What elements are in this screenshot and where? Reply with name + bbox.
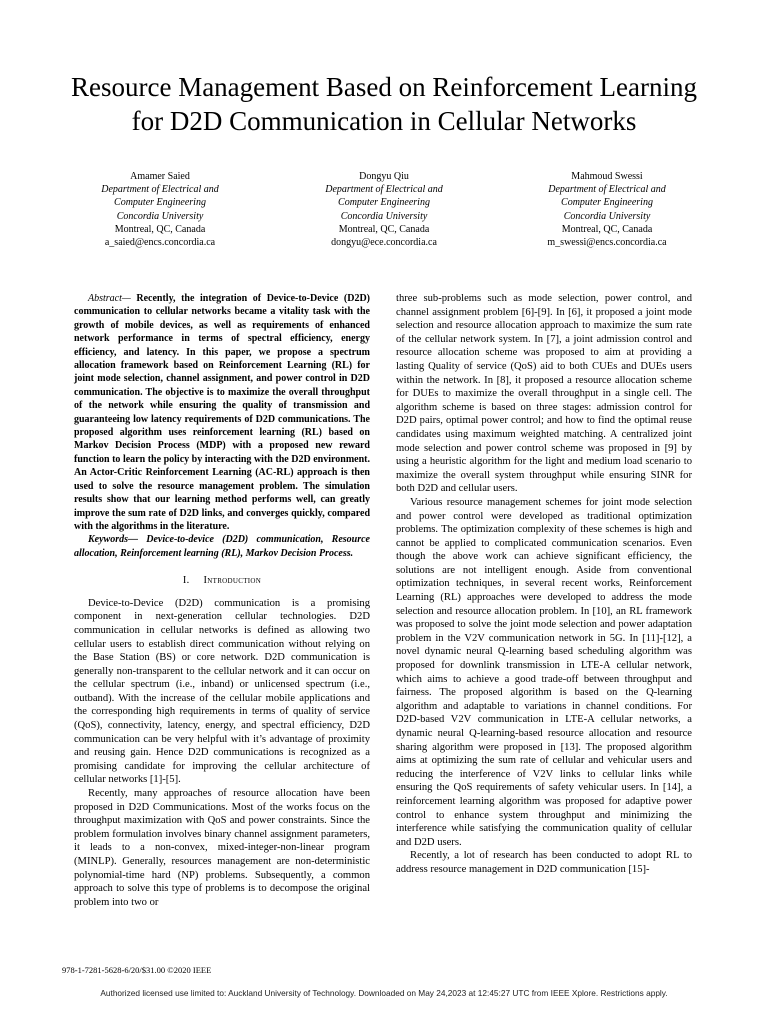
author-affiliation: Concordia University (116, 210, 204, 222)
author-affiliation: Department of Electrical and (101, 184, 219, 196)
body-paragraph: Recently, a lot of research has been conducted to adopt RL to address resource management in D2D communication [15]- (396, 850, 692, 875)
author-affiliation: Computer Engineering (338, 197, 430, 209)
author-email: a_saied@encs.concordia.ca (104, 237, 216, 249)
author-name: Dongyu Qiu (359, 171, 409, 182)
copyright-footer: 978-1-7281-5628-6/20/$31.00 ©2020 IEEE (62, 965, 212, 975)
author-email: dongyu@ece.concordia.ca (331, 237, 437, 249)
abstract-label: Abstract— (88, 293, 131, 304)
author-location: Montreal, QC, Canada (114, 223, 206, 235)
author-affiliation: Concordia University (563, 210, 651, 222)
body-paragraph: Recently, many approaches of resource allocation have been proposed in D2D Communications. Most of the works focus on the throughput maximization with QoS and power constraints. Since the problem formulation involves binary channel assignment parameters, it leads to a non-convex, mixed-integer-non-linear program (MINLP). Generally, resources management are non-deterministic polynomial-time hard (NP) problems. Subsequently, a common approach to solve this type of problems is to decompose the original problem into two or (74, 788, 370, 908)
left-column (74, 292, 370, 909)
author-email: m_swessi@encs.concordia.ca (547, 237, 667, 249)
author-affiliation: Computer Engineering (561, 197, 653, 209)
section-number: I. (182, 575, 190, 587)
abstract (74, 292, 370, 533)
body-paragraph: Device-to-Device (D2D) communication is a promising component in next-generation cellular technologies. D2D communication in cellular networks is defined as allowing two cellular users to establish direct communication without relying on the Base Station (BS) or core network. D2D communication is generally non-transparent to the cellular network and it can occur on the cellular spectrum (i.e., inband) or unlicensed spectrum (i.e., outband). With the increase of the cellular mobile applications and the corresponding high requirements in terms of quality of service (QoS), connectivity, latency, energy, and spectral efficiency, D2D communication can be very helpful with it’s advantage of proximity and reusing gain. Hence D2D communications is recognized as a promising candidate for improving the cellular architecture of cellular networks [1]-[5]. (74, 597, 370, 786)
author-affiliation: Department of Electrical and (548, 184, 666, 196)
body-paragraph: three sub-problems such as mode selection, power control, and channel assignment problem [6]-[9]. In [6], it proposed a joint mode selection and resource allocation approach to maximize the sum rate of the cellular network system. In [7], a joint admission control and resource allocation scheme was proposed to aim at providing a lasting Quality of service (QoS) aid to both CUEs and DUEs users within the network. In [8], it proposed a resource allocation scheme for DUEs to maximize the overall throughput in a single cell. The algorithm scheme is based on three stages: admission control for D2D pairs, optimal power control; and how to find the optimal reuse candidates using maximum weighted matching. A centralized joint mode selection and power control scheme was proposed in [9] by using a heuristic algorithm for the light and medium load scenario to maximize the overall system throughput while ensuring SINR for both D2D and cellular users. (396, 293, 692, 495)
section-title: Introduction (203, 575, 262, 587)
title-line-2: for D2D Communication in Cellular Networks (131, 106, 637, 136)
section-heading (74, 574, 370, 588)
author-affiliation: Computer Engineering (114, 197, 206, 209)
author-affiliation: Department of Electrical and (325, 184, 443, 196)
author-3 (492, 170, 722, 249)
author-location: Montreal, QC, Canada (338, 223, 430, 235)
paper-title (30, 70, 738, 138)
author-location: Montreal, QC, Canada (561, 223, 653, 235)
abstract-text: Recently, the integration of Device-to-Device (D2D) communication to cellular networks became a vitality task with the growth of mobile devices, as well as requirements of enhanced network performance in terms of spectral efficiency, energy efficiency, and latency. In this paper, we propose a spectrum allocation framework based on Reinforcement Learning (RL) for joint mode selection, channel assignment, and power control in D2D communication. The objective is to maximize the overall throughput of the network while ensuring the quality of transmission and guaranteeing low latency requirements of D2D communications. The proposed algorithm uses reinforcement learning (RL) based on Markov Decision Process (MDP) with a proposed new reward function to learn the policy by interacting with the D2D environment. An Actor-Critic Reinforcement Learning (AC-RL) approach is then used to solve the resource management problem. The simulation results show that our learning method performs well, can greatly improve the sum rate of D2D links, and converges quickly, compared with the algorithms in the literature. (74, 293, 370, 532)
keywords: Keywords— Device-to-device (D2D) communication, Resource allocation, Reinforcement learning (RL), Markov Decision Process. (74, 534, 370, 559)
right-column (396, 292, 692, 877)
author-block (0, 170, 768, 250)
title-line-1: Resource Management Based on Reinforcement Learning (70, 72, 698, 102)
body-paragraph: Various resource management schemes for joint mode selection and power control were developed as traditional optimization problems. The optimization complexity of these schemes is high and cannot be applied to complicated communication scenarios. Even though the above work can achieve significant efficiency, the solutions are not intelligent enough. Aside from conventional optimization techniques, in several recent works, Reinforcement Learning (RL) approaches were developed to address the mode selection and resource allocation problem. In [10], an RL framework was proposed to solve the joint mode selection and power adaptation problem in the V2V communication network in 5G. In [11]-[12], a novel dynamic neural Q-learning based scheduling algorithm was proposed for downlink transmission in LTE-A cellular network, which aims to achieve a good trade-off between throughput and fairness. The proposed algorithm is based on the Q-learning algorithm and adaptable to variations in channel conditions. For D2D-based V2V communication in LTE-A cellular networks, a dynamic neural Q-learning-based resource allocation and resource sharing algorithm were proposed in [13]. The proposed algorithm aims at optimizing the sum rate of cellular and vehicular users and reducing the interference of V2V links to cellular links while ensuring the QoS requirements of safety vehicular users. In [14], a reinforcement learning algorithm was proposed for adaptive power control to enhance system throughput and minimizing the interference while satisfying the communication quality of cellular and D2D users. (396, 496, 692, 848)
author-2 (269, 170, 499, 249)
author-1 (45, 170, 275, 249)
author-name: Mahmoud Swessi (571, 171, 643, 182)
author-affiliation: Concordia University (340, 210, 428, 222)
license-notice: Authorized licensed use limited to: Auckland University of Technology. Downloaded on May 24,2023 at 12:45:27 UTC from IEEE Xplore. Restrictions apply. (100, 988, 668, 998)
author-name: Amamer Saied (130, 171, 190, 182)
